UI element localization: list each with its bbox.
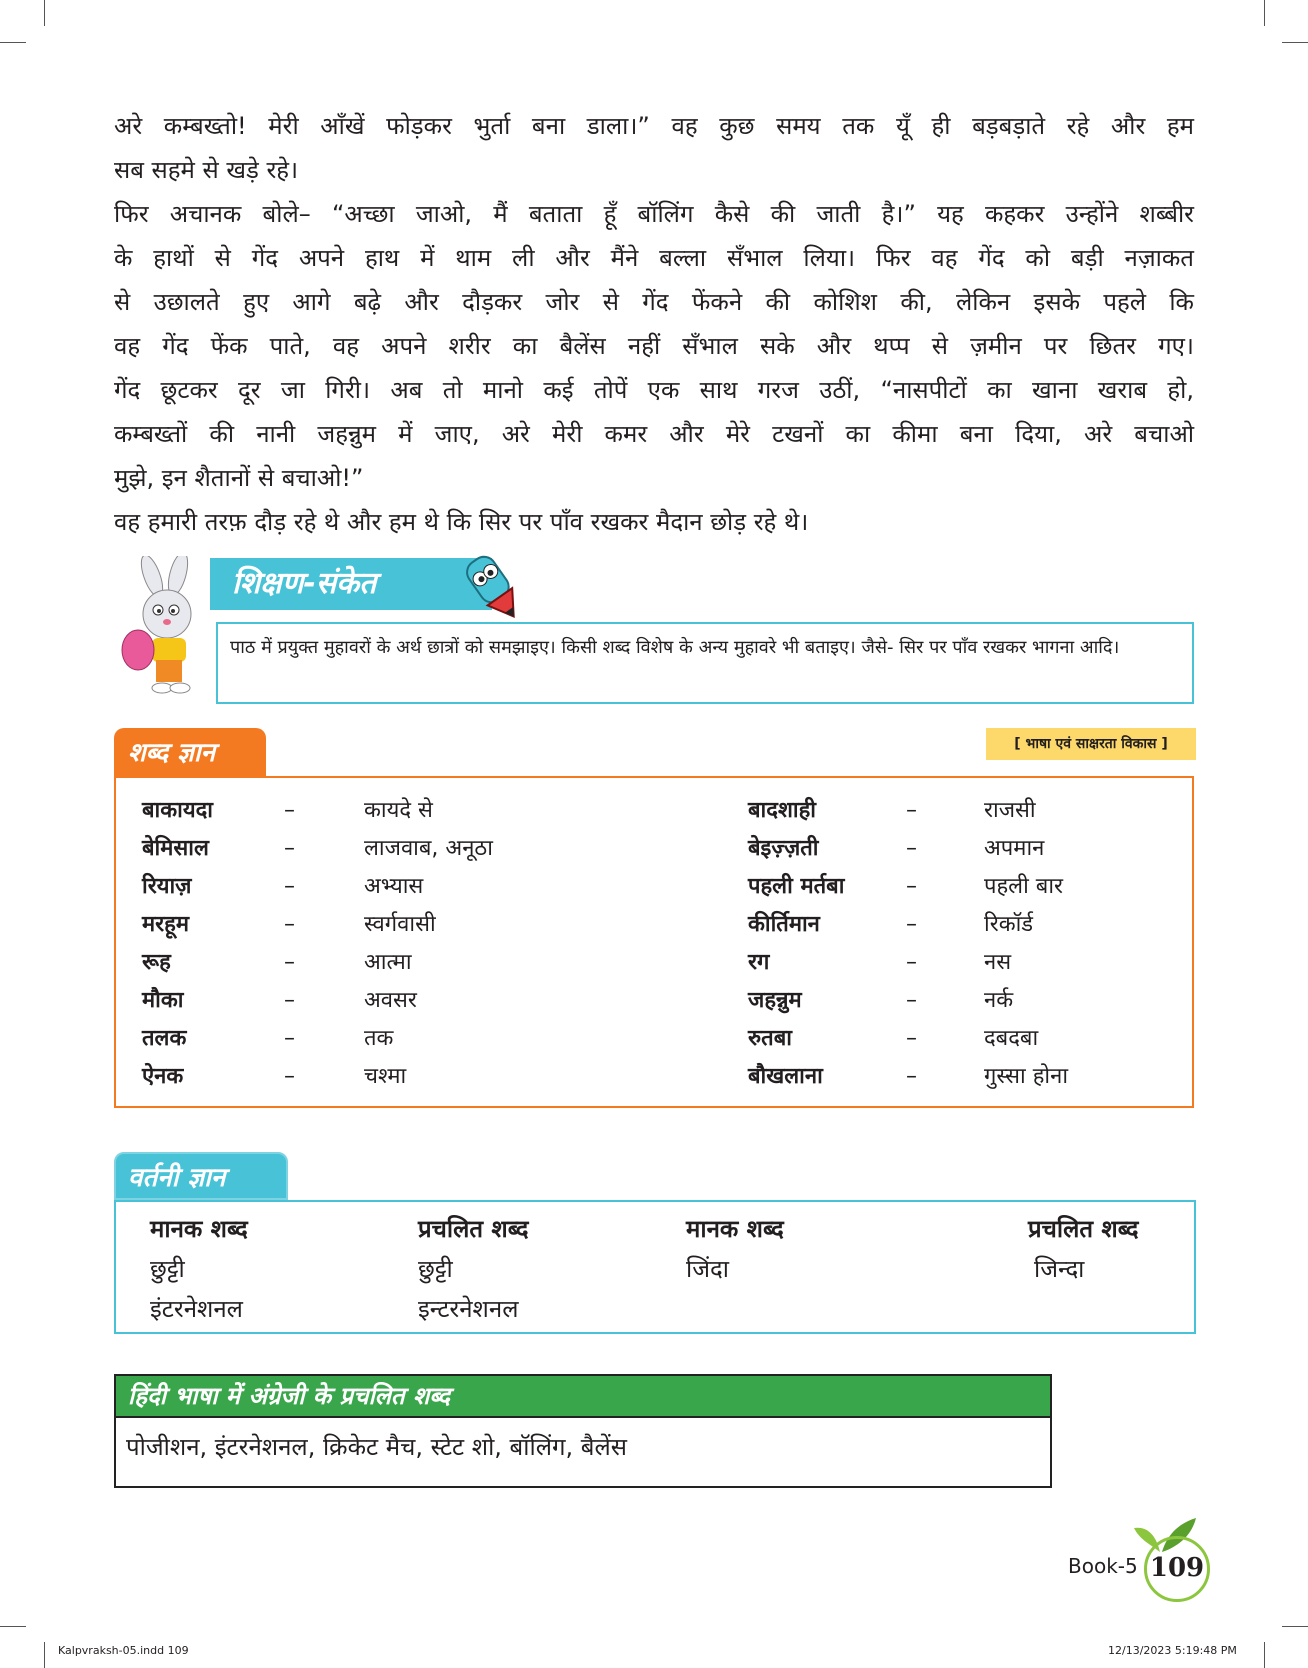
vartani-title: वर्तनी ज्ञान [114, 1152, 288, 1200]
page-number: 109 [1144, 1536, 1210, 1602]
vocab-word: रूह [142, 950, 171, 975]
vocab-word: पहली मर्तबा [748, 874, 845, 899]
story-text [114, 104, 1194, 544]
vocab-word: रग [748, 950, 770, 975]
vocab-word: ऐनक [142, 1064, 184, 1089]
column-header: प्रचलित शब्द [1028, 1215, 1139, 1243]
vocab-meaning: लाजवाब, अनूठा [364, 836, 493, 861]
vocab-dash: – [284, 874, 295, 899]
vocab-word: कीर्तिमान [748, 912, 820, 937]
vocab-dash: – [284, 1064, 295, 1089]
crop-mark [0, 42, 26, 43]
vocab-dash: – [284, 836, 295, 861]
file-slug: Kalpvraksh-05.indd 109 [58, 1644, 189, 1657]
vocab-meaning: रिकॉर्ड [984, 912, 1034, 937]
story-line: वह गेंद फेंक पाते, वह अपने शरीर का बैलेंस नहीं सँभाल सके और थप्प से ज़मीन पर छितर गए। [114, 332, 1194, 360]
story-line: सब सहमे से खड़े रहे। [114, 156, 299, 184]
skill-badge: [ भाषा एवं साक्षरता विकास ] [986, 728, 1196, 760]
vocabulary-table [114, 776, 1194, 1108]
vocab-dash: – [906, 874, 917, 899]
story-line: के हाथों से गेंद अपने हाथ में थाम ली और मैंने बल्ला सँभाल लिया। फिर वह गेंद को बड़ी नज़ाकत [114, 244, 1194, 272]
hint-title: शिक्षण-संकेत [210, 558, 492, 610]
vocab-word: तलक [142, 1026, 187, 1051]
story-line: से उछालते हुए आगे बढ़े और दौड़कर जोर से गेंद फेंकने की कोशिश की, लेकिन इसके पहले कि [114, 288, 1194, 316]
vocab-word: रुतबा [748, 1026, 792, 1051]
vocab-word: बौखलाना [748, 1064, 823, 1089]
vocab-meaning: दबदबा [984, 1026, 1039, 1051]
story-line: वह हमारी तरफ़ दौड़ रहे थे और हम थे कि सिर पर पाँव रखकर मैदान छोड़ रहे थे। [114, 508, 809, 536]
vocab-word: रियाज़ [142, 874, 192, 899]
vocab-word: बेइज़्ज़ती [748, 836, 819, 861]
spelling-cell: जिंदा [686, 1255, 729, 1283]
print-timestamp: 12/13/2023 5:19:48 PM [1108, 1644, 1237, 1657]
vocab-meaning: आत्मा [364, 950, 412, 975]
vocabulary-row [116, 944, 1192, 982]
vocabulary-row [116, 868, 1192, 906]
vocab-dash: – [284, 912, 295, 937]
crop-mark [1264, 0, 1265, 26]
english-words-title: हिंदी भाषा में अंग्रेजी के प्रचलित शब्द [114, 1374, 1052, 1418]
column-header: मानक शब्द [686, 1215, 784, 1243]
vocab-meaning: नस [984, 950, 1012, 975]
shabd-gyan-title: शब्द ज्ञान [114, 728, 266, 778]
vocab-dash: – [906, 950, 917, 975]
column-header: मानक शब्द [150, 1215, 248, 1243]
spelling-table [114, 1200, 1196, 1334]
vocabulary-row [116, 1058, 1192, 1096]
story-line: मुझे, इन शैतानों से बचाओ!” [114, 464, 364, 492]
column-header: प्रचलित शब्द [418, 1215, 529, 1243]
vocabulary-row [116, 1020, 1192, 1058]
vocab-word: मौका [142, 988, 184, 1013]
vocab-dash: – [906, 1064, 917, 1089]
vocab-meaning: अवसर [364, 988, 417, 1013]
crop-mark [44, 1642, 45, 1668]
story-line: कम्बख्तों की नानी जहन्नुम में जाए, अरे मेरी कमर और मेरे टखनों का कीमा बना दिया, अरे बचाओ [114, 420, 1194, 448]
vocab-dash: – [284, 798, 295, 823]
vocab-meaning: तक [364, 1026, 394, 1051]
story-line: गेंद छूटकर दूर जा गिरी। अब तो मानो कई तोपें एक साथ गरज उठीं, “नासपीटों का खाना खराब हो, [114, 376, 1194, 404]
vocab-meaning: गुस्सा होना [984, 1064, 1069, 1089]
spelling-cell: छुट्टी [418, 1255, 453, 1283]
spelling-cell: छुट्टी [150, 1255, 185, 1283]
spelling-cell: इंटरनेशनल [150, 1295, 243, 1323]
vocab-word: बाकायदा [142, 798, 213, 823]
vocab-meaning: अपमान [984, 836, 1045, 861]
vocab-dash: – [906, 798, 917, 823]
vocab-meaning: राजसी [984, 798, 1036, 823]
vocab-dash: – [906, 1026, 917, 1051]
story-line: अरे कम्बख्तो! मेरी आँखें फोड़कर भुर्ता बना डाला।” वह कुछ समय तक यूँ ही बड़बड़ाते रहे और हम [114, 112, 1194, 140]
vocab-meaning: चश्मा [364, 1064, 407, 1089]
vocabulary-row [116, 792, 1192, 830]
vocab-dash: – [284, 1026, 295, 1051]
vocabulary-row [116, 982, 1192, 1020]
book-label: Book-5 [1068, 1554, 1138, 1578]
vocab-meaning: कायदे से [364, 798, 433, 823]
story-line: फिर अचानक बोले– “अच्छा जाओ, मैं बताता हूँ बॉलिंग कैसे की जाती है।” यह कहकर उन्होंने शब्बीर [114, 200, 1194, 228]
vocab-meaning: अभ्यास [364, 874, 424, 899]
hint-text: पाठ में प्रयुक्त मुहावरों के अर्थ छात्रों को समझाइए। किसी शब्द विशेष के अन्य मुहावरे भी बताइए। जैसे- सिर पर पाँव रखकर भागना आदि। [216, 622, 1194, 704]
crop-mark [44, 0, 45, 26]
crop-mark [1282, 1626, 1308, 1627]
vocab-meaning: नर्क [984, 988, 1014, 1013]
vocab-dash: – [284, 988, 295, 1013]
english-words-list: पोजीशन, इंटरनेशनल, क्रिकेट मैच, स्टेट शो, बॉलिंग, बैलेंस [114, 1416, 1052, 1488]
bunny-mascot-icon [112, 556, 212, 696]
crop-mark [1282, 42, 1308, 43]
vocab-word: बेमिसाल [142, 836, 209, 861]
vocab-word: जहन्नुम [748, 988, 802, 1013]
vocab-dash: – [906, 836, 917, 861]
vocab-word: बादशाही [748, 798, 816, 823]
crop-mark [0, 1626, 26, 1627]
vocab-meaning: स्वर्गवासी [364, 912, 436, 937]
spelling-cell: इन्टरनेशनल [418, 1295, 519, 1323]
vocabulary-row [116, 906, 1192, 944]
vocabulary-row [116, 830, 1192, 868]
vocab-dash: – [906, 912, 917, 937]
spelling-cell: जिन्दा [1034, 1255, 1085, 1283]
vocab-meaning: पहली बार [984, 874, 1064, 899]
vocab-dash: – [284, 950, 295, 975]
vocab-dash: – [906, 988, 917, 1013]
crop-mark [1264, 1642, 1265, 1668]
vocab-word: मरहूम [142, 912, 189, 937]
pencil-mascot-icon [455, 548, 535, 628]
